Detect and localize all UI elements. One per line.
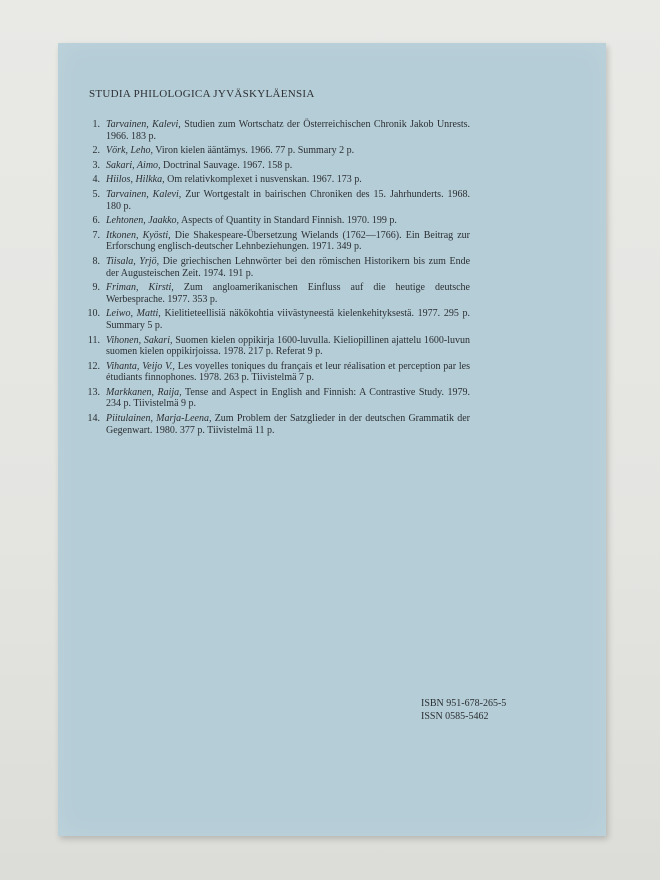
entry-number: 14.	[87, 413, 100, 425]
list-item	[84, 256, 470, 279]
list-item	[84, 215, 470, 227]
issn-number: ISSN 0585-5462	[421, 710, 489, 722]
entry-text: Kielitieteellisiä näkökohtia viivästyneestä kielenkehityksestä. 1977. 295 p. Summary 5 p.	[106, 308, 470, 331]
entry-author: Friman, Kirsti,	[106, 282, 174, 294]
entry-number: 6.	[92, 215, 100, 227]
list-item	[84, 119, 470, 142]
entry-text: Zum Problem der Satzglieder in der deutschen Grammatik der Gegenwart. 1980. 377 p. Tiivistelmä 11 p.	[106, 413, 470, 436]
entry-number: 2.	[92, 145, 100, 157]
entry-text: Om relativkomplexet i nusvenskan. 1967. 173 p.	[167, 174, 362, 186]
entry-text: Die Shakespeare-Übersetzung Wielands (1762—1766). Ein Beitrag zur Erforschung englisch-deutscher Lehnbeziehungen. 1971. 349 p.	[106, 229, 470, 253]
entry-number: 13.	[87, 386, 100, 398]
entry-number: 5.	[92, 188, 100, 200]
entry-text: Zur Wortgestalt in bairischen Chroniken des 15. Jahrhunderts. 1968. 180 p.	[106, 188, 471, 212]
list-item	[84, 189, 470, 212]
entry-author: Piitulainen, Marja-Leena,	[106, 413, 212, 425]
entry-text: Suomen kielen oppikirja 1600-luvulla. Kieliopillinen ajattelu 1600-luvun suomen kielen oppikirjoissa. 1978. 217 p. Referat 9 p.	[106, 334, 470, 358]
entry-author: Itkonen, Kyösti,	[106, 229, 171, 241]
entry-author: Lehtonen, Jaakko,	[106, 215, 180, 227]
publication-list	[84, 119, 470, 439]
entry-number: 11.	[87, 334, 100, 346]
entry-text: Tense and Aspect in English and Finnish: A Contrastive Study. 1979. 234 p. Tiivistelmä 9 p.	[106, 386, 471, 410]
list-item	[84, 230, 470, 253]
isbn-block	[421, 698, 506, 723]
list-item	[84, 308, 470, 331]
entry-author: Tarvainen, Kalevi,	[106, 119, 181, 130]
entry-number: 3.	[92, 159, 100, 171]
entry-author: Vihonen, Sakari,	[106, 334, 173, 346]
entry-author: Markkanen, Raija,	[106, 386, 182, 398]
entry-number: 7.	[92, 229, 100, 241]
entry-number: 4.	[92, 174, 100, 186]
list-item	[84, 282, 470, 305]
entry-author: Vihanta, Veijo V.,	[106, 360, 175, 372]
entry-text: Studien zum Wortschatz der Österreichischen Chronik Jakob Unrests. 1966. 183 p.	[106, 119, 471, 142]
list-item	[84, 361, 470, 384]
entry-text: Les voyelles toniques du français et leur réalisation et perception par les étudiants finnophones. 1978. 263 p. Tiivistelmä 7 p.	[106, 360, 470, 384]
entry-number: 12.	[87, 360, 100, 372]
list-item	[84, 160, 470, 172]
entry-author: Tiisala, Yrjö,	[106, 255, 160, 267]
entry-author: Vörk, Leho,	[106, 145, 153, 157]
isbn-number: ISBN 951-678-265-5	[421, 698, 507, 709]
entry-number: 9.	[92, 282, 100, 294]
entry-text: Aspects of Quantity in Standard Finnish. 1970. 199 p.	[181, 215, 397, 227]
entry-text: Zum angloamerikanischen Einfluss auf die heutige deutsche Werbesprache. 1977. 353 p.	[106, 282, 470, 305]
list-item	[84, 413, 470, 436]
entry-text: Doctrinal Sauvage. 1967. 158 p.	[163, 159, 293, 171]
entry-author: Leiwo, Matti,	[106, 308, 161, 320]
entry-author: Tarvainen, Kalevi,	[106, 188, 182, 200]
entry-text: Viron kielen ääntämys. 1966. 77 p. Summary 2 p.	[155, 145, 355, 157]
entry-number: 10.	[87, 308, 100, 320]
list-item	[84, 174, 470, 186]
entry-number: 8.	[92, 255, 100, 267]
list-item	[84, 145, 470, 157]
entry-text: Die griechischen Lehnwörter bei den römischen Historikern bis zum Ende der Augusteischen Zeit. 1974. 191 p.	[106, 255, 471, 279]
entry-author: Sakari, Aimo,	[106, 159, 161, 171]
list-item	[84, 335, 470, 358]
series-title: STUDIA PHILOLOGICA JYVÄSKYLÄENSIA	[89, 88, 315, 100]
entry-author: Hiilos, Hilkka,	[106, 174, 165, 186]
list-item	[84, 387, 470, 410]
entry-number: 1.	[92, 119, 100, 130]
